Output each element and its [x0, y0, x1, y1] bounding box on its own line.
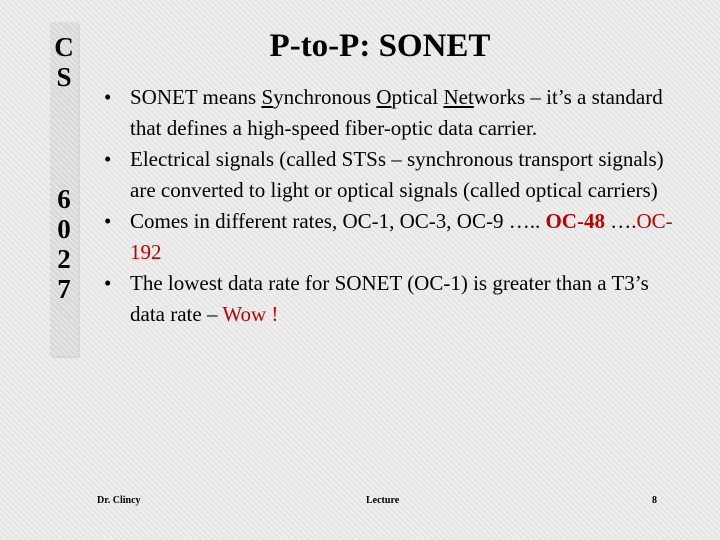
bullet-text: Electrical signals (called STSs – synchronous transport signals) are converted to light or optical signals (called optical carriers) [130, 147, 664, 202]
course-digit: 2 [57, 244, 71, 274]
course-digit: 7 [57, 274, 71, 304]
highlight-text: OC-48 [545, 209, 605, 233]
footer-label: Lecture [366, 495, 400, 506]
bullet-text: ynchronous [273, 85, 377, 109]
underlined-text: Net [443, 85, 474, 109]
course-letter: S [56, 62, 72, 92]
highlight-text: OC-192 [130, 209, 673, 264]
course-letter: C [54, 32, 74, 62]
bullet-text: ptical [391, 85, 444, 109]
footer-author: Dr. Clincy [97, 495, 141, 506]
slide-title: P-to-P: SONET [269, 28, 491, 64]
course-digit: 0 [57, 214, 71, 244]
bullet-icon: • [104, 147, 112, 171]
page-number: 8 [652, 495, 657, 506]
course-prefix [50, 32, 78, 92]
bullet-text: SONET means [130, 85, 262, 109]
course-digit: 6 [57, 184, 71, 214]
bullet-item [104, 144, 674, 206]
bullet-text: Comes in different rates, OC-1, OC-3, OC-9 ….. [130, 209, 546, 233]
bullet-text: …. [604, 209, 637, 233]
bullet-item [104, 82, 674, 144]
course-number [50, 184, 78, 304]
underlined-text: S [261, 85, 274, 109]
underlined-text: O [376, 85, 392, 109]
bullet-item [104, 268, 674, 330]
bullet-text: works – it’s a standard that defines a high-speed fiber-optic data carrier. [130, 85, 663, 140]
bullet-text: The lowest data rate for SONET (OC-1) is greater than a T3’s data rate – [130, 271, 649, 326]
highlight-text: Wow ! [222, 302, 279, 326]
bullet-item [104, 206, 674, 268]
bullet-icon: • [104, 85, 112, 109]
bullet-icon: • [104, 209, 112, 233]
bullet-icon: • [104, 271, 112, 295]
bullet-list [104, 82, 674, 330]
